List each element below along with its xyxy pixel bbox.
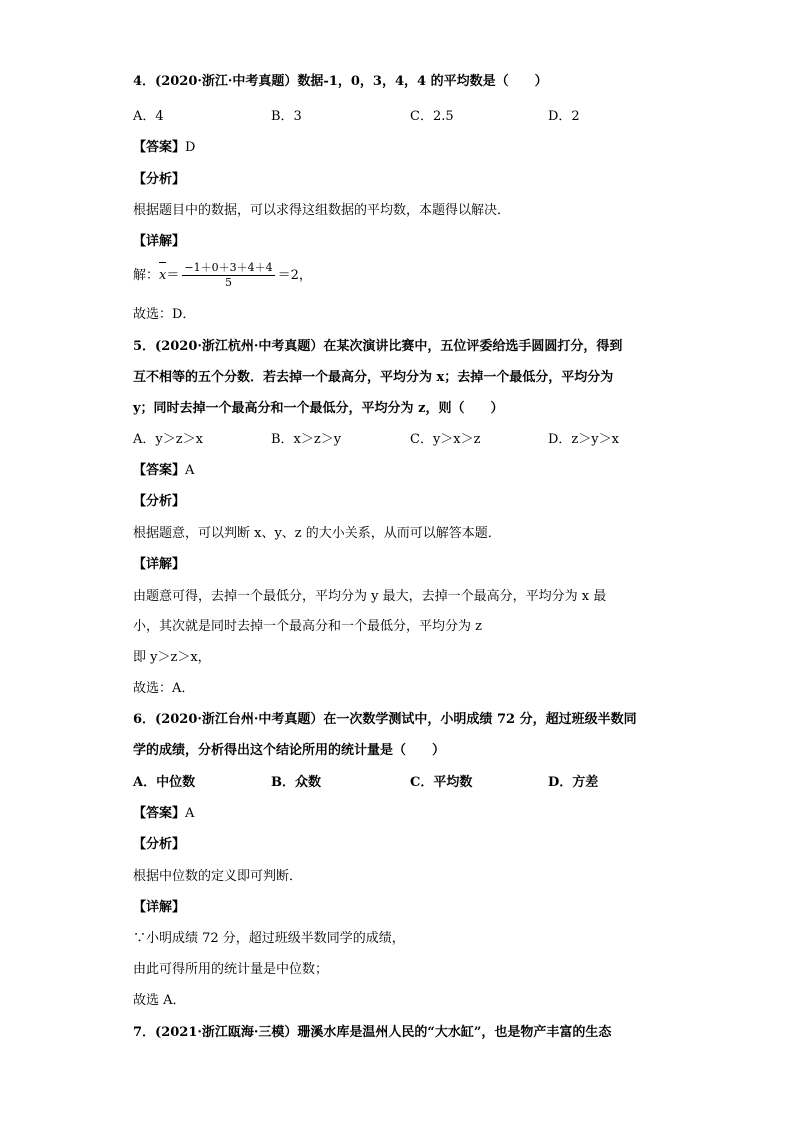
q4-option-d: D．2: [548, 109, 580, 124]
fraction-denominator: 5: [224, 276, 232, 289]
q4-title: 4．(2020·浙江·中考真题）数据-1，0，3，4，4 的平均数是（ ）: [133, 74, 548, 89]
q6-option-c: C．平均数: [410, 775, 473, 790]
q4-analysis-label: 【分析】: [133, 172, 186, 187]
solution-result: ＝2，: [277, 268, 312, 283]
q4-option-a: A．4: [133, 109, 164, 124]
mean-symbol: x: [159, 261, 166, 291]
q5-option-a: A．y＞z＞x: [133, 432, 203, 447]
q6-detail-line-2: 由此可得所用的统计量是中位数；: [133, 962, 329, 977]
answer-label: 【答案】: [133, 463, 186, 478]
q6-option-a: A．中位数: [133, 775, 196, 790]
answer-label: 【答案】: [133, 806, 186, 821]
q6-option-b: B．众数: [271, 775, 321, 790]
q4-option-b: B．3: [271, 109, 302, 124]
q6-title-line-2: 学的成绩，分析得出这个结论所用的统计量是（ ）: [133, 743, 446, 758]
q4-answer: [133, 138, 195, 158]
q5-analysis-label: 【分析】: [133, 494, 186, 509]
q6-detail-line-1: ∵小明成绩 72 分，超过班级半数同学的成绩，: [133, 931, 405, 946]
q4-solution: [133, 261, 312, 291]
answer-label: 【答案】: [133, 140, 186, 155]
q5-detail-line-1: 由题意可得，去掉一个最低分，平均分为 y 最大，去掉一个最高分，平均分为 x 最: [133, 589, 607, 604]
q7-title-line-1: 7．(2021·浙江瓯海·三模）珊溪水库是温州人民的“大水缸”，也是物产丰富的生态: [133, 1025, 612, 1040]
q4-conclusion: 故选：D．: [133, 307, 196, 322]
q5-detail-label: 【详解】: [133, 557, 186, 572]
answer-value: D: [185, 140, 196, 155]
q6-analysis-text: 根据中位数的定义即可判断．: [133, 869, 303, 884]
q5-title-line-2: 互不相等的五个分数．若去掉一个最高分，平均分为 x；去掉一个最低分，平均分为: [133, 370, 614, 385]
q6-title-line-1: 6．(2020·浙江台州·中考真题）在一次数学测试中，小明成绩 72 分，超过班级半数同: [133, 712, 637, 727]
q5-analysis-text: 根据题意，可以判断 x、y、z 的大小关系，从而可以解答本题．: [133, 526, 501, 541]
q5-title-line-1: 5．(2020·浙江杭州·中考真题）在某次演讲比赛中，五位评委给选手圆圆打分，得到: [133, 339, 623, 354]
q6-option-d: D．方差: [548, 775, 599, 790]
q4-detail-label: 【详解】: [133, 234, 186, 249]
q5-title-line-3: y；同时去掉一个最高分和一个最低分，平均分为 z，则（ ）: [133, 401, 504, 416]
q5-option-d: D．z＞y＞x: [548, 432, 619, 447]
q6-answer: [133, 804, 194, 824]
q6-analysis-label: 【分析】: [133, 837, 186, 852]
q5-option-b: B．x＞z＞y: [271, 432, 342, 447]
q4-option-c: C．2.5: [410, 109, 454, 124]
solution-prefix: 解：: [133, 268, 160, 283]
q5-detail-line-3: 即 y＞z＞x，: [133, 650, 211, 665]
q5-answer: [133, 461, 194, 481]
q5-detail-line-2: 小，其次就是同时去掉一个最高分和一个最低分，平均分为 z: [133, 619, 482, 634]
equals-sign: ＝: [166, 268, 180, 283]
fraction: [182, 261, 274, 290]
q4-analysis-text: 根据题目中的数据，可以求得这组数据的平均数，本题得以解决．: [133, 203, 511, 218]
answer-value: A: [185, 463, 195, 478]
q5-conclusion: 故选：A．: [133, 681, 195, 696]
q5-option-c: C．y＞x＞z: [410, 432, 481, 447]
answer-value: A: [185, 806, 195, 821]
fraction-numerator: −1＋0＋3＋4＋4: [184, 261, 273, 274]
q6-detail-label: 【详解】: [133, 900, 186, 915]
q6-conclusion: 故选 A．: [133, 993, 186, 1008]
